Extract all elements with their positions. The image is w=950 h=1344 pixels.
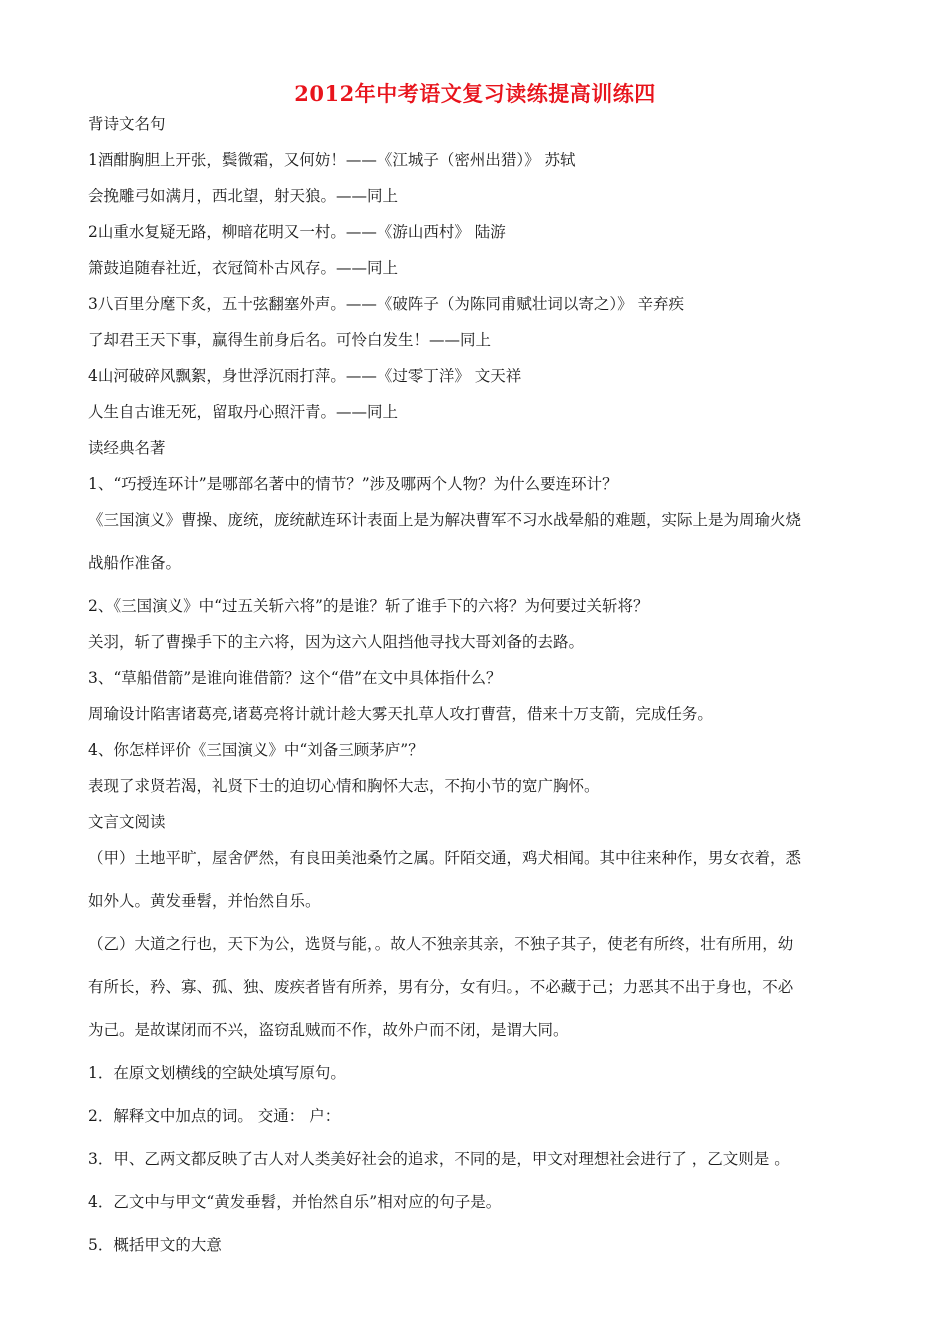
text-line: 3八百里分麾下炙，五十弦翻塞外声。——《破阵子（为陈同甫赋壮词以寄之）》 辛弃疾 bbox=[88, 295, 685, 313]
passage-line: 有所长，矜、寡、孤、独、废疾者皆有所养，男有分，女有归。，不必藏于己；力恶其不出于身也，不必 bbox=[88, 978, 794, 996]
question-line: 3、“草船借箭”是谁向谁借箭？这个“借”在文中具体指什么？ bbox=[88, 669, 502, 687]
text-line: 4山河破碎风飘絮，身世浮沉雨打萍。——《过零丁洋》 文天祥 bbox=[88, 367, 522, 385]
answer-line: 周瑜设计陷害诸葛亮,诸葛亮将计就计趁大雾天扎草人攻打曹营，借来十万支箭，完成任务。 bbox=[88, 705, 713, 723]
passage-line: 为己。是故谋闭而不兴，盗窃乱贼而不作，故外户而不闭，是谓大同。 bbox=[88, 1021, 569, 1039]
answer-line: 关羽，斩了曹操手下的主六将，因为这六人阻挡他寻找大哥刘备的去路。 bbox=[88, 633, 585, 651]
answer-line: 战船作准备。 bbox=[88, 554, 182, 572]
text-line: 2山重水复疑无路，柳暗花明又一村。——《游山西村》 陆游 bbox=[88, 223, 506, 241]
document-body bbox=[88, 114, 878, 1255]
exercise-line: 4．乙文中与甲文“黄发垂髫，并怡然自乐”相对应的句子是。 bbox=[88, 1193, 502, 1211]
text-line: 箫鼓追随春社近，衣冠简朴古风存。——同上 bbox=[88, 259, 399, 277]
question-line: 2、《三国演义》中“过五关斩六将”的是谁？斩了谁手下的六将？为何要过关斩将？ bbox=[88, 597, 649, 615]
section-heading-classical-chinese: 文言文阅读 bbox=[88, 813, 166, 831]
text-line: 了却君王天下事，赢得生前身后名。可怜白发生！——同上 bbox=[88, 331, 492, 349]
passage-line: （乙）大道之行也，天下为公，选贤与能，。故人不独亲其亲，不独子其子，使老有所终，壮有所用，幼 bbox=[88, 935, 794, 953]
section-heading-classics: 读经典名著 bbox=[88, 439, 166, 457]
answer-line: 《三国演义》曹操、庞统，庞统献连环计表面上是为解决曹军不习水战晕船的难题，实际上是为周瑜火烧 bbox=[88, 511, 802, 529]
text-line: 人生自古谁无死，留取丹心照汗青。——同上 bbox=[88, 403, 399, 421]
question-line: 1、“巧授连环计”是哪部名著中的情节？”涉及哪两个人物？为什么要连环计？ bbox=[88, 475, 618, 493]
text-line: 会挽雕弓如满月，西北望，射天狼。——同上 bbox=[88, 187, 399, 205]
exercise-line: 3．甲、乙两文都反映了古人对人类美好社会的追求，不同的是，甲文对理想社会进行了 ，乙文则是 。 bbox=[88, 1150, 790, 1168]
passage-line: （甲）土地平旷，屋舍俨然，有良田美池桑竹之属。阡陌交通，鸡犬相闻。其中往来种作，男女衣着，悉 bbox=[88, 849, 802, 867]
question-line: 4、你怎样评价《三国演义》中“刘备三顾茅庐”？ bbox=[88, 741, 424, 759]
document-title: 2012年中考语文复习读练提高训练四 bbox=[294, 81, 656, 106]
exercise-line: 2．解释文中加点的词。 交通： 户： bbox=[88, 1107, 341, 1125]
passage-line: 如外人。黄发垂髫，并怡然自乐。 bbox=[88, 892, 321, 910]
exercise-line: 5．概括甲文的大意 bbox=[88, 1236, 222, 1254]
exercise-line: 1．在原文划横线的空缺处填写原句。 bbox=[88, 1064, 346, 1082]
text-line: 1酒酣胸胆上开张，鬓微霜，又何妨！——《江城子（密州出猎）》 苏轼 bbox=[88, 151, 576, 169]
section-heading-poetry: 背诗文名句 bbox=[88, 115, 166, 133]
answer-line: 表现了求贤若渴，礼贤下士的迫切心情和胸怀大志，不拘小节的宽广胸怀。 bbox=[88, 777, 600, 795]
